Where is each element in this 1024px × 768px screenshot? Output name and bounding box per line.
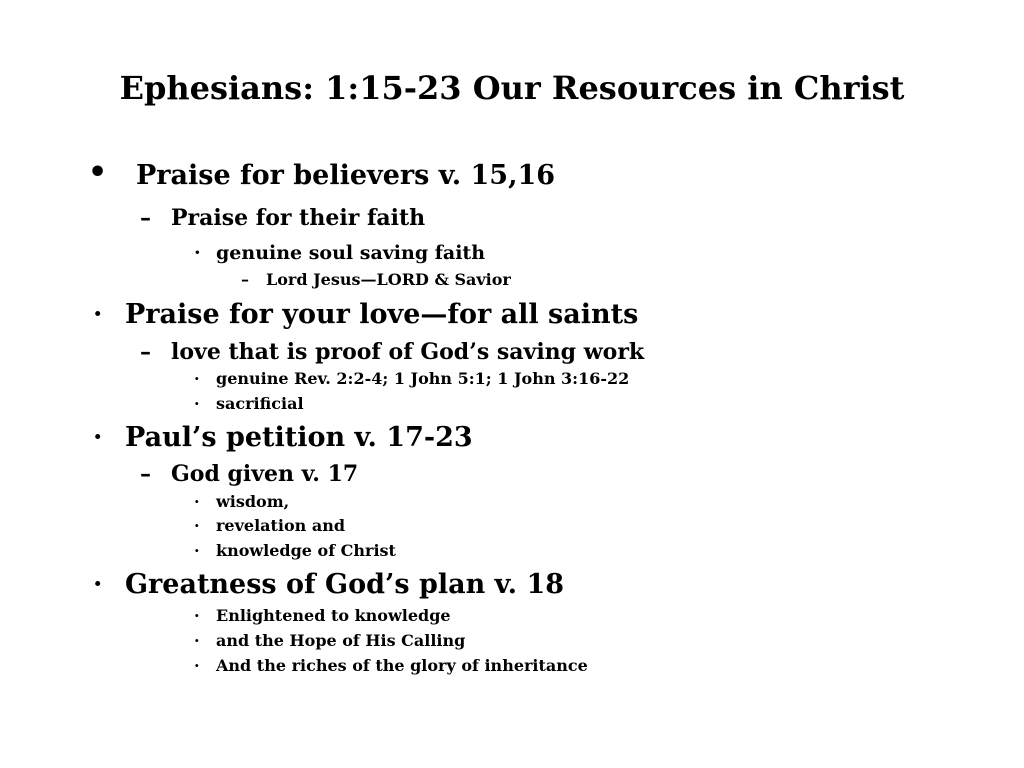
bullet-item-level1: Praise for your love—for all saints bbox=[125, 299, 639, 330]
bullet-item-level3: knowledge of Christ bbox=[216, 541, 396, 560]
bullet-marker: · bbox=[194, 492, 200, 511]
bullet-item-level2: God given v. 17 bbox=[171, 461, 359, 487]
bullet-marker: · bbox=[194, 394, 200, 413]
bullet-marker: · bbox=[93, 569, 103, 600]
bullet-item-level3: And the riches of the glory of inheritance bbox=[216, 656, 588, 675]
bullet-item-level3: wisdom, bbox=[216, 492, 290, 511]
bullet-marker: – bbox=[140, 461, 151, 487]
bullet-marker: · bbox=[194, 606, 200, 625]
bullet-item-level1: Paul’s petition v. 17-23 bbox=[125, 422, 473, 453]
bullet-marker: · bbox=[93, 422, 103, 453]
bullet-item-level3: genuine Rev. 2:2-4; 1 John 5:1; 1 John 3:16-22 bbox=[216, 369, 630, 388]
bullet-item-level3: sacrificial bbox=[216, 394, 304, 413]
bullet-item-level4: Lord Jesus—LORD & Savior bbox=[266, 270, 511, 289]
bullet-marker: · bbox=[194, 242, 201, 264]
bullet-item-level3: and the Hope of His Calling bbox=[216, 631, 466, 650]
bullet-item-level2: love that is proof of God’s saving work bbox=[171, 339, 645, 365]
bullet-item-level3: genuine soul saving faith bbox=[216, 242, 486, 264]
bullet-marker: – bbox=[140, 339, 151, 365]
bullet-marker: · bbox=[194, 656, 200, 675]
bullet-item-level1: Greatness of God’s plan v. 18 bbox=[125, 569, 565, 600]
bullet-marker: – bbox=[140, 205, 151, 231]
slide-title: Ephesians: 1:15-23 Our Resources in Christ bbox=[119, 69, 905, 107]
bullet-marker: · bbox=[194, 516, 200, 535]
bullet-item-level2: Praise for their faith bbox=[171, 205, 426, 231]
bullet-item-level3: Enlightened to knowledge bbox=[216, 606, 451, 625]
bullet-marker: – bbox=[241, 270, 249, 289]
bullet-marker: • bbox=[88, 155, 108, 190]
bullet-marker: · bbox=[93, 299, 103, 330]
bullet-item-level3: revelation and bbox=[216, 516, 346, 535]
bullet-marker: · bbox=[194, 631, 200, 650]
bullet-marker: · bbox=[194, 369, 200, 388]
bullet-item-level1: Praise for believers v. 15,16 bbox=[136, 160, 556, 191]
bullet-marker: · bbox=[194, 541, 200, 560]
